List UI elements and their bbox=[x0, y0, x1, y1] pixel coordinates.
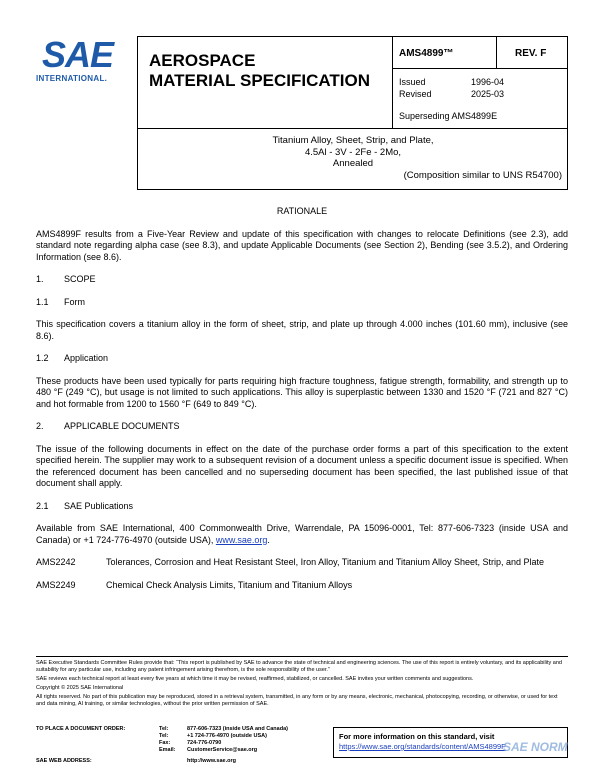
section-title: APPLICABLE DOCUMENTS bbox=[64, 421, 180, 431]
web-label: SAE WEB ADDRESS: bbox=[36, 758, 92, 764]
section-number: 1. bbox=[36, 274, 44, 284]
fax-number: 724-776-0790 bbox=[187, 740, 222, 746]
issued-label: Issued bbox=[399, 77, 426, 87]
revised-label: Revised bbox=[399, 89, 432, 99]
footer-divider bbox=[36, 656, 568, 657]
document-body bbox=[36, 206, 568, 602]
rationale-text: AMS4899F results from a Five-Year Review and update of this specification with changes to relocate Definitions (see 2.3), add standard note regarding alpha case (see 8.3), and update Applicable Documents (see Section 2), Bending (see 3.5.2), and Ordering Information (see 8.6). bbox=[36, 228, 568, 262]
tel-label: Tel: bbox=[159, 733, 169, 739]
revised-date: 2025-03 bbox=[471, 89, 505, 99]
issue-dates bbox=[393, 69, 568, 129]
tel-inside-usa: 877-606-7323 (inside USA and Canada) bbox=[187, 726, 288, 732]
footer-copyright: Copyright © 2025 SAE International bbox=[36, 685, 124, 691]
standard-page-link[interactable]: https://www.sae.org/standards/content/AMS4899F bbox=[339, 742, 506, 751]
title-line-2: MATERIAL SPECIFICATION bbox=[149, 71, 370, 90]
rationale-heading: RATIONALE bbox=[276, 206, 328, 216]
section-1-1-text: This specification covers a titanium alloy in the form of sheet, strip, and plate up through 4.000 inches (101.60 mm), inclusive (see 8.6). bbox=[36, 319, 568, 341]
more-info-heading: For more information on this standard, visit bbox=[339, 732, 495, 741]
spec-type-title bbox=[138, 37, 393, 129]
watermark: SAE NORM bbox=[503, 740, 568, 754]
sae-logo bbox=[36, 36, 126, 88]
section-number: 1.1 bbox=[36, 296, 49, 307]
web-url[interactable]: http://www.sae.org bbox=[187, 758, 236, 764]
section-1-heading bbox=[36, 274, 568, 286]
logo-subtitle: INTERNATIONAL. bbox=[36, 74, 108, 83]
subtitle-line-3: Annealed bbox=[332, 158, 374, 169]
superseding-note: Superseding AMS4899E bbox=[399, 111, 498, 121]
section-2-1-end: . bbox=[267, 534, 270, 545]
reference-item bbox=[36, 580, 568, 592]
section-number: 2.1 bbox=[36, 500, 49, 511]
order-contact bbox=[36, 726, 288, 754]
tel-outside-usa: +1 724-776-4970 (outside USA) bbox=[187, 733, 267, 739]
footer-review-note: SAE reviews each technical report at least every five years at which time it may be revised, reaffirmed, stabilized, or cancelled. SAE invites your written comments and suggestions. bbox=[36, 676, 474, 682]
section-2-text: The issue of the following documents in effect on the date of the purchase order forms a part of this specification to the extent specified herein. The supplier may work to a subsequent revision of a document unless a specific document issue is specified. When the referenced document has been cancelled and no superseding document has been specified, the last published issue of that document shall apply. bbox=[36, 443, 568, 488]
spec-header bbox=[137, 36, 568, 190]
web-address bbox=[36, 758, 236, 764]
order-label: TO PLACE A DOCUMENT ORDER: bbox=[36, 726, 126, 732]
doc-number: AMS4899™ bbox=[393, 37, 497, 69]
section-number: 2. bbox=[36, 421, 44, 431]
sae-website-link[interactable]: www.sae.org bbox=[215, 534, 268, 545]
tel-label: Tel: bbox=[159, 726, 169, 732]
subtitle-line-1: Titanium Alloy, Sheet, Strip, and Plate, bbox=[272, 135, 434, 146]
section-2-1-text bbox=[36, 523, 568, 546]
spec-subtitle bbox=[138, 129, 568, 190]
section-title: Application bbox=[64, 353, 109, 363]
title-line-1: AEROSPACE bbox=[149, 51, 256, 70]
reference-title: Tolerances, Corrosion and Heat Resistant Steel, Iron Alloy, Titanium and Titanium Alloy Sheet, Strip, and Plate bbox=[106, 557, 545, 567]
section-2-1-body: Available from SAE International, 400 Commonwealth Drive, Warrendale, PA 15096-0001, Tel: 877-606-7323 (inside USA and Canada) or +1 724-776-4970 (outside USA), bbox=[36, 523, 568, 545]
reference-item bbox=[36, 557, 568, 569]
reference-code: AMS2249 bbox=[36, 579, 76, 590]
fax-label: Fax: bbox=[159, 740, 171, 746]
reference-title: Chemical Check Analysis Limits, Titanium and Titanium Alloys bbox=[106, 579, 353, 590]
subtitle-line-2: 4.5Al - 3V - 2Fe - 2Mo, bbox=[304, 146, 402, 158]
email-address[interactable]: CustomerService@sae.org bbox=[187, 747, 258, 753]
email-label: Email: bbox=[159, 747, 176, 753]
section-title: Form bbox=[64, 296, 85, 307]
issued-date: 1996-04 bbox=[471, 77, 505, 87]
footer-rules-note: SAE Executive Standards Committee Rules provide that: “This report is published by SAE to advance the state of technical and engineering sciences. The use of this report is entirely voluntary, and its applicability and suitability for any particular use, including any patent infringement arising therefrom, is the sole responsibility of the user.” bbox=[36, 660, 562, 673]
footer-notices bbox=[36, 660, 568, 710]
section-title: SCOPE bbox=[64, 274, 96, 284]
reference-code: AMS2242 bbox=[36, 557, 76, 567]
section-number: 1.2 bbox=[36, 353, 49, 363]
section-2-heading bbox=[36, 421, 568, 433]
section-1-1-heading bbox=[36, 297, 568, 309]
revision-label: REV. F bbox=[497, 37, 568, 69]
section-2-1-heading bbox=[36, 501, 568, 513]
subtitle-line-4: (Composition similar to UNS R54700) bbox=[403, 169, 562, 181]
section-1-2-text: These products have been used typically for parts requiring high fracture toughness, fatigue strength, formability, and strength up to 480 °F (249 °C), but usage is not limited to such applications. This alloy is superplastic between 1330 and 1520 °F (721 and 827 °C) and hot formable from 1200 to 1560 °F (649 to 849 °C). bbox=[36, 375, 568, 409]
logo-letters: SAE bbox=[42, 34, 114, 75]
section-title: SAE Publications bbox=[64, 500, 134, 511]
footer-rights-note: All rights reserved. No part of this publication may be reproduced, stored in a retrieval system, transmitted, in any form or by any means, electronic, mechanical, photocopying, recording, or otherwise, or used for text and data mining, AI training, or similar technologies, without the prior written permission of SAE. bbox=[36, 694, 558, 707]
section-1-2-heading bbox=[36, 353, 568, 365]
